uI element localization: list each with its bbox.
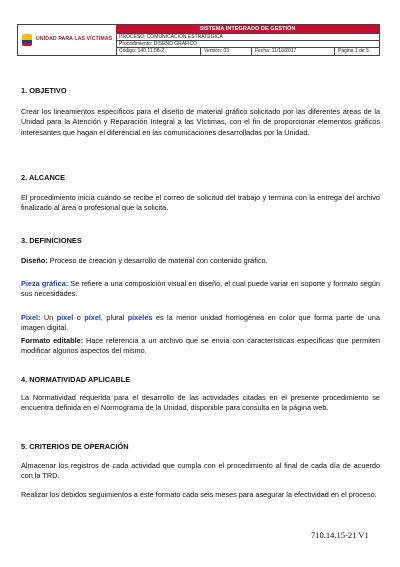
section-text-criterios-1: Almacenar los registros de cada actividad que cumpla con el procedimiento al final de cada día de acuerdo con la TRD. (21, 461, 380, 481)
definition-formato-editable: Formato editable: Hace referencia a un archivo que se envía con características específicas que permiten modificar algunos aspectos del mismo. (21, 336, 380, 356)
section-text-objetivo: Crear los lineamientos específicos para el diseño de material gráfico solicitado por las diferentes áreas de la Unidad para la Atención y Reparación Integral a las Víctimas, con el fin de proporcionar elementos gráficos interesantes que hagan el diferencial en las comunicaciones desarrolladas por la Unidad. (21, 107, 380, 137)
definition-pieza-grafica: Pieza gráfica: Se refiere a una composición visual en diseño, el cual puede variar en soporte y formato según sus necesidades. (21, 279, 380, 299)
definition-diseno: Diseño: Proceso de creación y desarrollo de material con contenido gráfico. (21, 256, 268, 265)
section-title-objetivo: 1. OBJETIVO (21, 86, 67, 95)
system-title: SISTEMA INTEGRADO DE GESTIÓN (116, 25, 379, 33)
section-title-criterios: 5. CRITERIOS DE OPERACIÓN (21, 442, 129, 451)
logo-text: UNIDAD PARA LAS VÍCTIMAS (36, 36, 113, 42)
page-number: Página 1 de 5 (334, 48, 369, 55)
unidad-victimas-logo (18, 25, 117, 55)
section-title-normatividad: 4. NORMATIVIDAD APLICABLE (21, 375, 131, 384)
metadata-row (116, 47, 379, 55)
section-text-normatividad: La Normatividad requerida para el desarrollo de las actividades citadas en el presente procedimiento se encuentra definida en el Normograma de la Unidad, disponible para consulta en la página web. (21, 393, 380, 413)
term-formato-editable: Formato editable: (21, 336, 84, 345)
term-diseno: Diseño: (21, 256, 48, 265)
header-info (116, 25, 379, 55)
document-date: Fecha: 11/10/2017 (251, 48, 296, 55)
procedure-row: Procedimiento: DISEÑO GRÁFICO (116, 40, 379, 48)
section-text-alcance: El procedimiento inicia cuando se recibe el correo de solicitud del trabajo y termina con la entrega del archivo finalizado al área o profesional que la solicita. (21, 193, 380, 213)
section-text-criterios-2: Realizar los debidos seguimientos a este formato cada seis meses para asegurar la efectividad en el proceso. (21, 490, 377, 499)
section-title-alcance: 2. ALCANCE (21, 173, 66, 182)
term-pieza-grafica: Pieza gráfica: (21, 279, 69, 288)
colombia-flag-icon (22, 34, 32, 46)
document-code: Código: 140.11.08-2 (119, 48, 164, 54)
process-row: PROCESO: COMUNICACIÓN ESTRATÉGICA (116, 33, 379, 41)
document-version: Versión: 03 (200, 48, 229, 55)
term-pixel: Pixel: (21, 313, 41, 322)
definition-pixel: Pixel: Un pixel o píxel, plural píxeles es la menor unidad homogénea en color que forma parte de una imagen digital. (21, 313, 380, 333)
document-header-table (17, 24, 380, 56)
section-title-definiciones: 3. DEFINICIONES (21, 236, 82, 245)
footer-document-code: 710.14.15-21 V1 (311, 530, 369, 540)
